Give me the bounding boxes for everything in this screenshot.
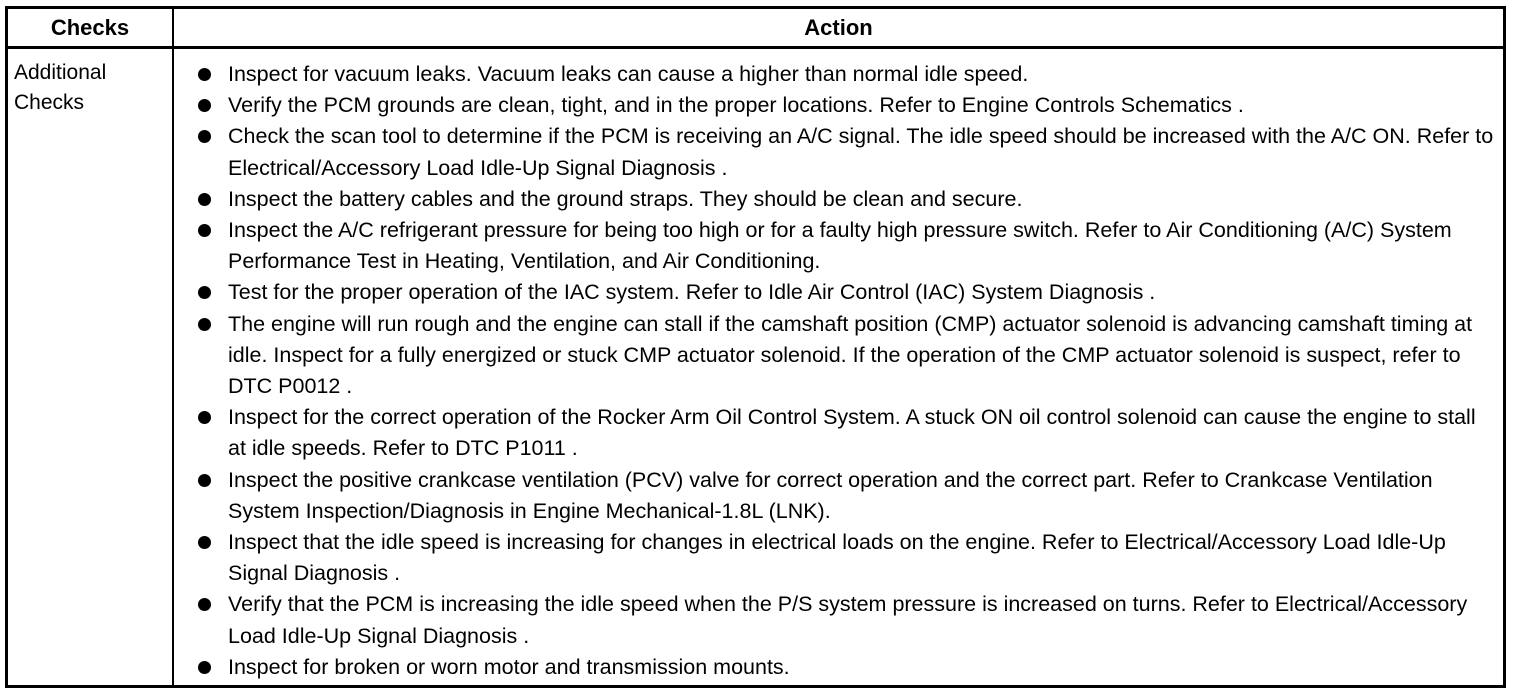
checks-cell: Additional Checks	[8, 49, 174, 685]
action-list-item	[196, 652, 1495, 683]
action-text: Inspect the positive crankcase ventilation (PCV) valve for correct operation and the correct part. Refer to Crankcase Ventilation System Inspection/Diagnosis in Engine Mechanical-1.8L (LNK).	[228, 467, 1433, 523]
action-text: Check the scan tool to determine if the PCM is receiving an A/C signal. The idle speed should be increased with the A/C ON. Refer to Electrical/Accessory Load Idle-Up Signal Diagnosis .	[228, 124, 1494, 180]
action-cell	[174, 49, 1503, 685]
action-list-item	[196, 215, 1495, 277]
bullet-icon	[198, 286, 211, 299]
checks-action-table	[5, 6, 1506, 688]
bullet-icon	[198, 411, 211, 424]
table-row	[8, 49, 1503, 685]
action-text: Verify the PCM grounds are clean, tight, and in the proper locations. Refer to Engine Controls Schematics .	[228, 93, 1244, 118]
bullet-icon	[198, 224, 211, 237]
action-list-item	[196, 309, 1495, 403]
action-text: Verify that the PCM is increasing the idle speed when the P/S system pressure is increased on turns. Refer to Electrical/Accessory Load Idle-Up Signal Diagnosis .	[228, 592, 1468, 648]
table-header-row	[8, 9, 1503, 49]
action-list-item	[196, 402, 1495, 464]
action-list-item	[196, 90, 1495, 121]
action-text: Inspect that the idle speed is increasing for changes in electrical loads on the engine. Refer to Electrical/Accessory Load Idle-Up Signal Diagnosis .	[228, 530, 1446, 586]
action-text: Inspect for vacuum leaks. Vacuum leaks can cause a higher than normal idle speed.	[228, 62, 1029, 86]
checks-column-header: Checks	[8, 9, 174, 46]
action-text: Test for the proper operation of the IAC system. Refer to Idle Air Control (IAC) System Diagnosis .	[228, 280, 1156, 305]
action-list-item	[196, 59, 1495, 90]
bullet-icon	[198, 99, 211, 112]
bullet-icon	[198, 598, 211, 611]
action-text: Inspect for broken or worn motor and transmission mounts.	[228, 654, 790, 679]
bullet-icon	[198, 193, 211, 206]
action-list-item	[196, 589, 1495, 651]
bullet-icon	[198, 536, 211, 549]
action-text: Inspect the A/C refrigerant pressure for being too high or for a faulty high pressure switch. Refer to Air Conditioning (A/C) System Performance Test in Heating, Ventilation, and Air Conditioning.	[228, 218, 1452, 274]
bullet-icon	[198, 318, 211, 331]
action-list-item	[196, 527, 1495, 589]
action-list-item	[196, 184, 1495, 215]
bullet-icon	[198, 68, 211, 81]
action-text: The engine will run rough and the engine can stall if the camshaft position (CMP) actuator solenoid is advancing camshaft timing at idle. Inspect for a fully energized or stuck CMP actuator solenoid. If the operation of the CMP actuator solenoid is suspect, refer to DTC P0012 .	[228, 311, 1473, 399]
action-list-item	[196, 277, 1495, 308]
action-text: Inspect the battery cables and the ground straps. They should be clean and secure.	[228, 186, 1023, 211]
action-list-item	[196, 121, 1495, 183]
action-column-header: Action	[804, 14, 873, 40]
bullet-icon	[198, 474, 211, 487]
action-list-item	[196, 465, 1495, 527]
bullet-icon	[198, 130, 211, 143]
bullet-icon	[198, 661, 211, 674]
action-text: Inspect for the correct operation of the Rocker Arm Oil Control System. A stuck ON oil control solenoid can cause the engine to stall at idle speeds. Refer to DTC P1011 .	[228, 405, 1476, 461]
action-list	[196, 59, 1495, 683]
